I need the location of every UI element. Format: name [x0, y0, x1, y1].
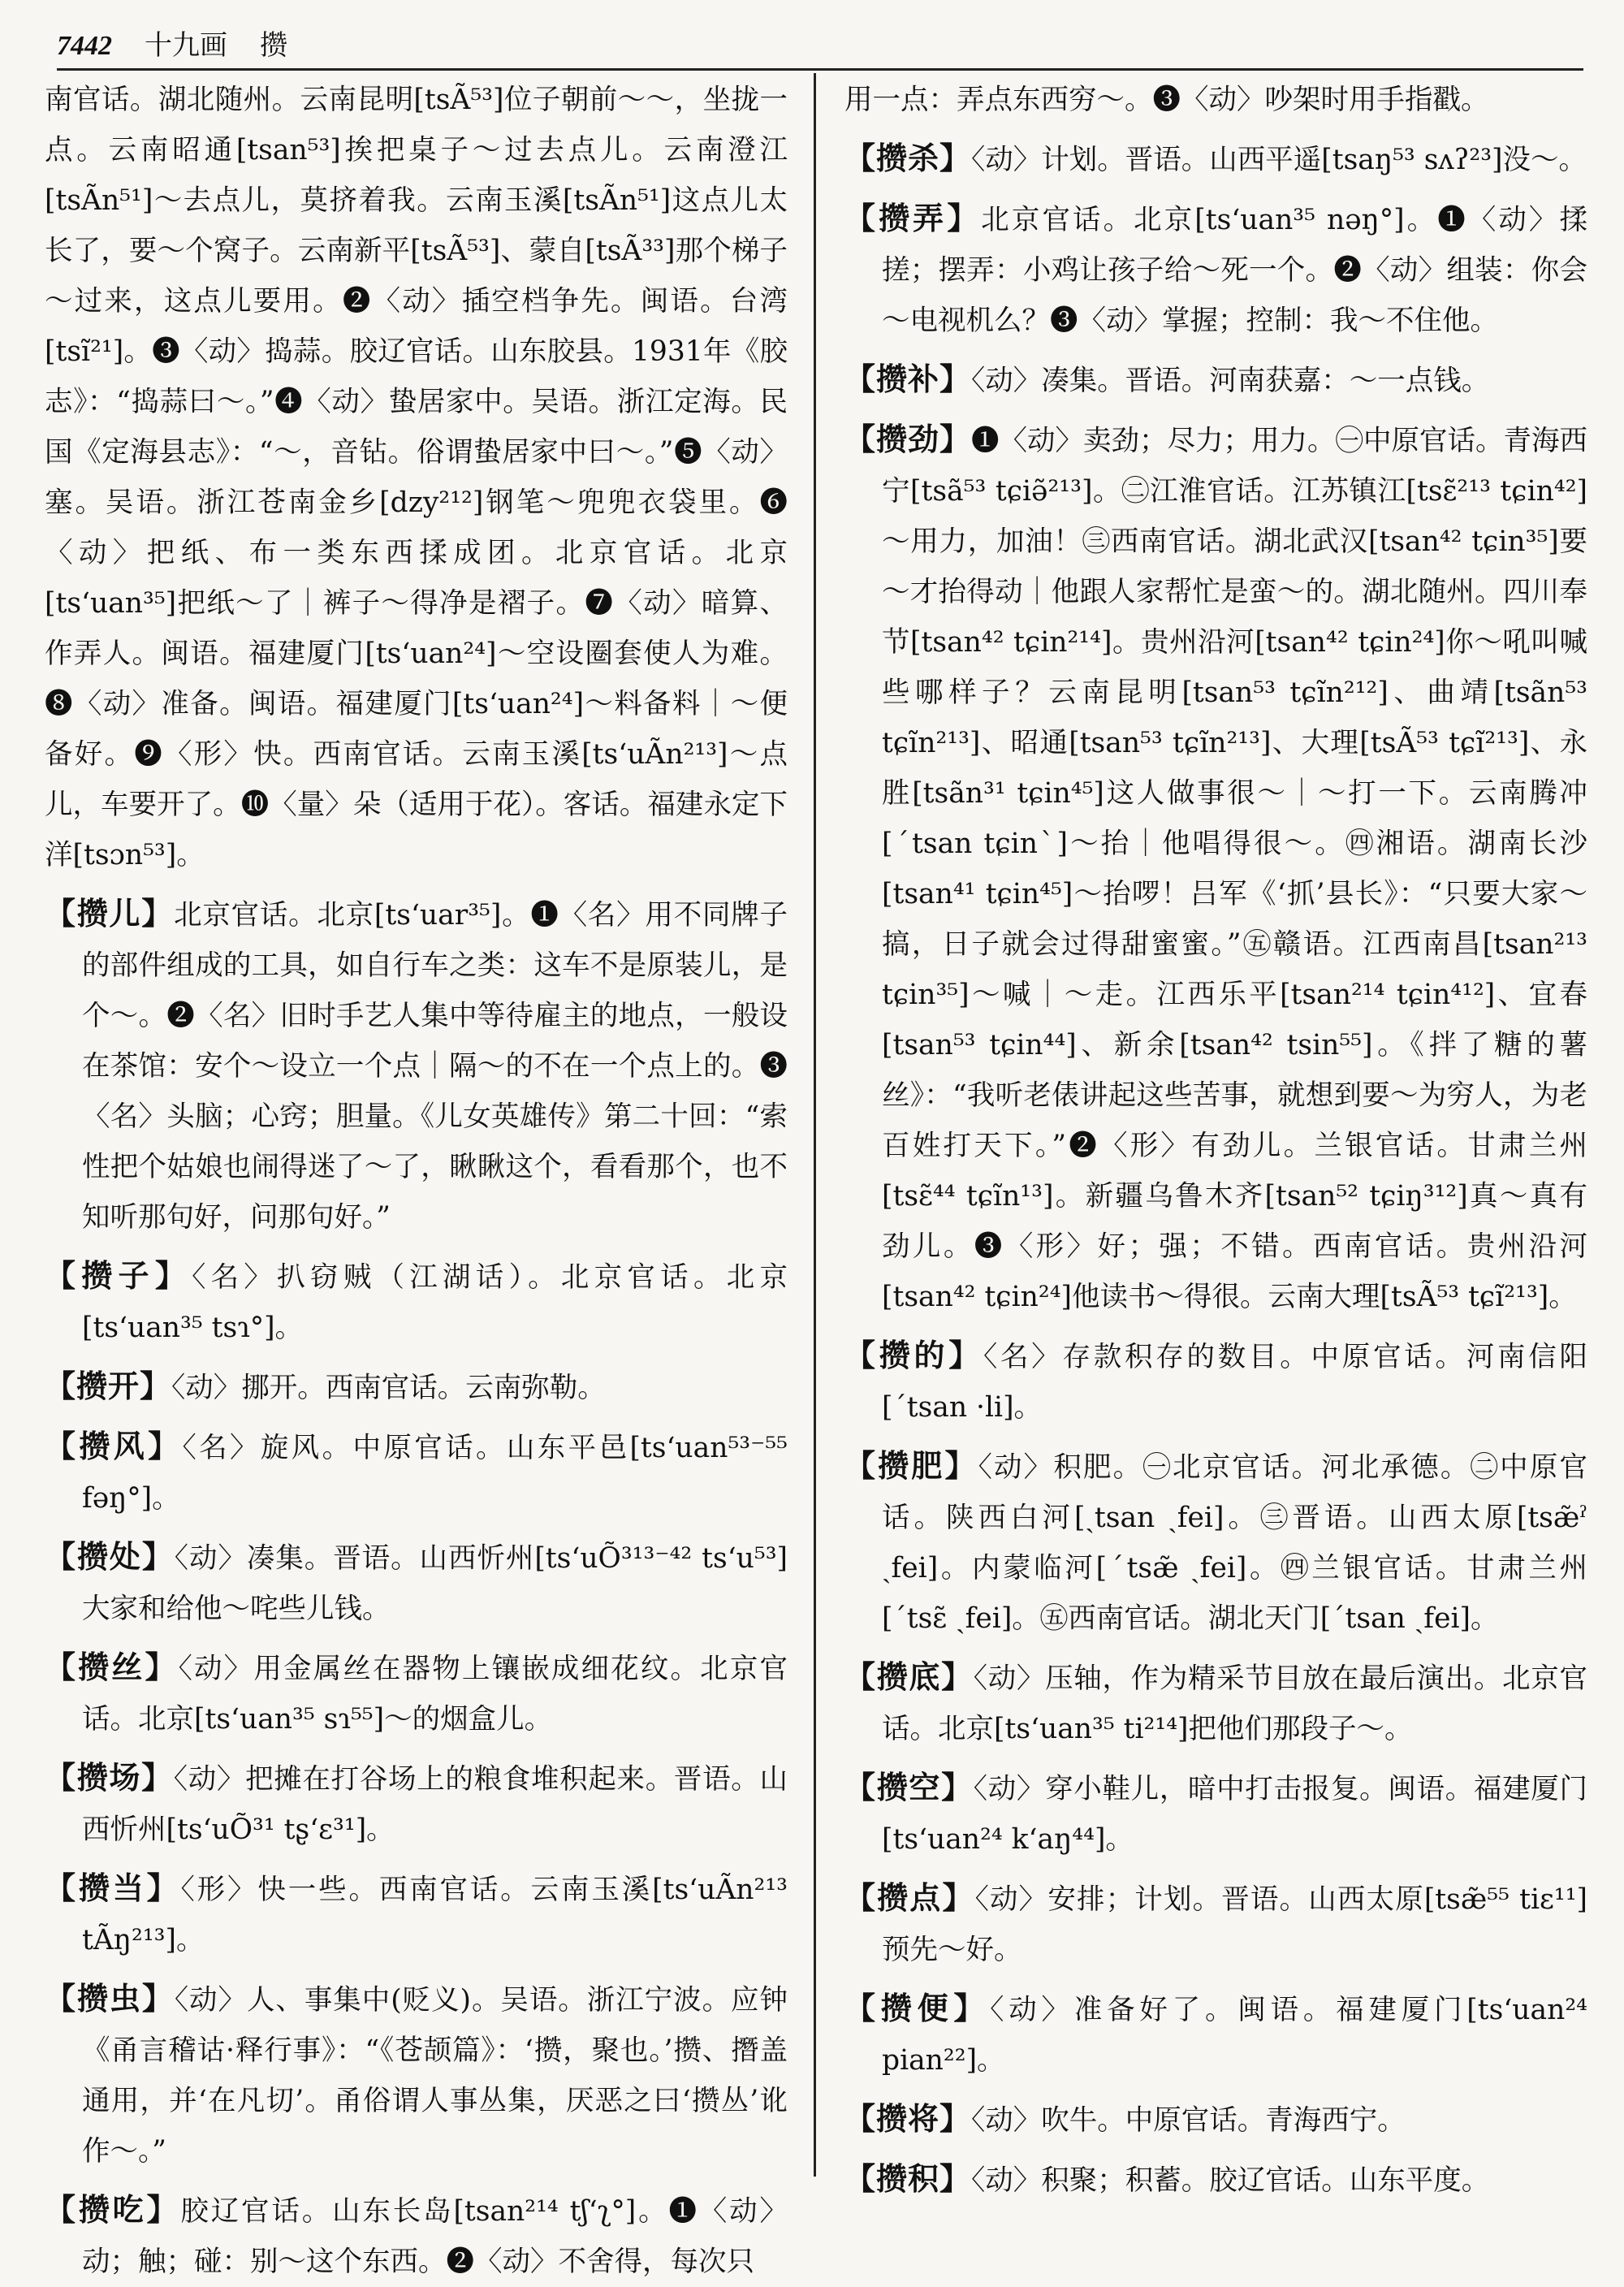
entry-headword: 【攒点】 [844, 1879, 975, 1916]
entry-headword: 【攒积】 [844, 2160, 972, 2197]
column-divider [814, 73, 816, 2177]
entry-headword: 【攒虫】 [45, 1980, 175, 2017]
entry-definition: 〈动〉吹牛。中原官话。青海西宁。 [971, 2104, 1406, 2137]
dictionary-entry [45, 1361, 788, 1413]
entry-definition: 〈名〉旋风。中原官话。山东平邑[ts‘uan⁵³⁻⁵⁵ fəŋ°]。 [82, 1432, 788, 1515]
dictionary-entry [45, 1642, 788, 1744]
dictionary-entry [844, 2094, 1587, 2146]
dictionary-entry [844, 1652, 1587, 1754]
page-header [57, 23, 1583, 71]
entry-definition: 〈动〉积肥。㊀北京官话。河北承德。㊁中原官话。陕西白河[ˏtsan ˏfei]。㊂晋语。山西太原[tsæ̃ˀ ˏfei]。内蒙临河[ˊtsæ̃ ˏfei]。㊃兰银官话。甘肃兰州[ˊtsɛ̃ ˏfei]。㊄西南官话。湖北天门[ˊtsan ˏfei]。 [882, 1451, 1587, 1635]
entry-definition: 南官话。湖北随州。云南昆明[tsÃ⁵³]位子朝前～～，坐拢一点。云南昭通[tsan⁵³]挨把桌子～过去点儿。云南澄江[tsÃn⁵¹]～去点儿，莫挤着我。云南玉溪[tsÃn⁵¹]这点儿太长了，要～个窝子。云南新平[tsÃ⁵³]、蒙自[tsÃ³³]那个梯子～过来，这点儿要用。❷〈动〉插空档争先。闽语。台湾[tsĩ²¹]。❸〈动〉捣蒜。胶辽官话。山东胶县。1931年《胶志》：“捣蒜曰～。”❹〈动〉蛰居家中。吴语。浙江定海。民国《定海县志》：“～，音钻。俗谓蛰居家中曰～。”❺〈动〉塞。吴语。浙江苍南金乡[dzy²¹²]钢笔～兜兜衣袋里。❻〈动〉把纸、布一类东西揉成团。北京官话。北京[ts‘uan³⁵]把纸～了｜裤子～得净是褶子。❼〈动〉暗算、作弄人。闽语。福建厦门[ts‘uan²⁴]～空设圈套使人为难。❽〈动〉准备。闽语。福建厦门[ts‘uan²⁴]～料备料｜～便备好。❾〈形〉快。西南官话。云南玉溪[ts‘uÃn²¹³]～点儿，车要开了。❿〈量〉朵（适用于花）。客话。福建永定下洋[tsɔn⁵³]。 [45, 84, 788, 871]
entry-headword: 【攒当】 [45, 1870, 181, 1906]
entry-headword: 【攒将】 [844, 2100, 972, 2137]
entry-definition: 〈动〉凑集。晋语。河南获嘉：～一点钱。 [971, 365, 1490, 397]
entry-definition: 〈动〉人、事集中(贬义)。吴语。浙江宁波。应钟《甬言稽诂·释行事》：“《苍颉篇》：‘攒，聚也。’攒、撍盖通用，并‘在凡切’。甬俗谓人事丛集，厌恶之曰‘攒丛’讹作～。” [82, 1984, 788, 2168]
entry-headword: 【攒风】 [45, 1428, 183, 1464]
dictionary-entry [45, 2185, 788, 2287]
entry-headword: 【攒肥】 [844, 1447, 978, 1484]
dictionary-entry [844, 1762, 1587, 1865]
dictionary-entry [844, 75, 1587, 125]
entry-headword: 【攒丝】 [45, 1649, 179, 1685]
entry-definition: 北京官话。北京[ts‘uan³⁵ nəŋ°]。❶〈动〉揉搓；摆弄：小鸡让孩子给～死一个。❷〈动〉组装：你会～电视机么？❸〈动〉掌握；控制：我～不住他。 [882, 204, 1587, 337]
entry-definition: ❶〈动〉卖劲；尽力；用力。㊀中原官话。青海西宁[tsã⁵³ tɕiə̃²¹³]。㊁江淮官话。江苏镇江[tsɛ̃²¹³ tɕin⁴²]～用力，加油！㊂西南官话。湖北武汉[tsan⁴² tɕin³⁵]要～才抬得动｜他跟人家帮忙是蛮～的。湖北随州。四川奉节[tsan⁴² tɕin²¹⁴]。贵州沿河[tsan⁴² tɕin²⁴]你～吼叫喊些哪样子？云南昆明[tsan⁵³ tɕĩn²¹²]、曲靖[tsãn⁵³ tɕĩn²¹³]、昭通[tsan⁵³ tɕĩn²¹³]、大理[tsÃ⁵³ tɕĩ²¹³]、永胜[tsãn³¹ tɕin⁴⁵]这人做事很～｜～打一下。云南腾冲[ˊtsan tɕinˋ]～抬｜他唱得很～。㊃湘语。湖南长沙[tsan⁴¹ tɕin⁴⁵]～抬啰！吕军《‘抓’县长》：“只要大家～搞，日子就会过得甜蜜蜜。”㊄赣语。江西南昌[tsan²¹³ tɕin³⁵]～喊｜～走。江西乐平[tsan²¹⁴ tɕin⁴¹²]、宜春[tsan⁵³ tɕin⁴⁴]、新余[tsan⁴² tsin⁵⁵]。《拌了糖的薯丝》：“我听老俵讲起这些苦事，就想到要～为穷人，为老百姓打天下。”❷〈形〉有劲儿。兰银官话。甘肃兰州[tsɛ̃⁴⁴ tɕĩn¹³]。新疆乌鲁木齐[tsan⁵² tɕiŋ³¹²]真～真有劲儿。❸〈形〉好；强；不错。西南官话。贵州沿河[tsan⁴² tɕin²⁴]他读书～得很。云南大理[tsÃ⁵³ tɕĩ²¹³]。 [882, 425, 1588, 1313]
dictionary-entry [45, 888, 788, 1243]
section-label: 十九画 [145, 29, 227, 62]
left-column [45, 75, 788, 2278]
entry-headword: 【攒场】 [45, 1759, 174, 1796]
dictionary-entry [844, 193, 1587, 346]
entry-headword: 【攒空】 [844, 1769, 974, 1805]
entry-headword: 【攒底】 [844, 1658, 974, 1695]
entry-definition: 胶辽官话。山东长岛[tsan²¹⁴ tʃ‘ʅ°]。❶〈动〉动；触；碰：别～这个东西。❷〈动〉不舍得，每次只 [82, 2195, 788, 2278]
dictionary-entry [844, 1873, 1587, 1975]
dictionary-entry [844, 1330, 1587, 1433]
dictionary-entry [844, 354, 1587, 406]
entry-headword: 【攒弄】 [844, 200, 982, 236]
entry-definition: 〈动〉挪开。西南官话。云南弥勒。 [171, 1372, 606, 1404]
entry-headword: 【攒补】 [844, 361, 972, 397]
entry-headword: 【攒杀】 [844, 140, 972, 176]
dictionary-entry [45, 1974, 788, 2177]
entry-definition: 〈动〉准备好了。闽语。福建厦门[ts‘uan²⁴ pian²²]。 [882, 1994, 1587, 2077]
entry-headword: 【攒处】 [45, 1538, 175, 1575]
dictionary-entry [844, 1983, 1587, 2086]
entry-definition: 〈动〉把摊在打谷场上的粮食堆积起来。晋语。山西忻州[ts‘uÕ³¹ tʂ‘ɛ³¹]。 [82, 1763, 788, 1846]
entry-headword: 【攒劲】 [844, 421, 972, 457]
entry-headword: 【攒子】 [45, 1257, 192, 1294]
page-number: 7442 [57, 31, 112, 61]
entry-definition: 用一点：弄点东西穷～。❸〈动〉吵架时用手指戳。 [844, 84, 1489, 116]
entry-definition: 〈名〉存款积存的数目。中原官话。河南信阳[ˊtsan ·li]。 [882, 1341, 1587, 1424]
entry-definition: 〈动〉用金属丝在器物上镶嵌成细花纹。北京官话。北京[ts‘uan³⁵ sɿ⁵⁵]～的烟盒儿。 [82, 1653, 788, 1736]
entry-definition: 〈动〉穿小鞋儿，暗中打击报复。闽语。福建厦门[ts‘uan²⁴ k‘aŋ⁴⁴]。 [882, 1773, 1587, 1856]
entry-definition: 〈动〉积聚；积蓄。胶辽官话。山东平度。 [971, 2164, 1490, 2197]
entry-definition: 〈名〉扒窃贼（江湖话）。北京官话。北京[ts‘uan³⁵ tsɿ°]。 [82, 1261, 788, 1344]
right-column [844, 75, 1588, 2197]
entry-headword: 【攒便】 [844, 1990, 991, 2026]
header-rule [57, 68, 1583, 71]
dictionary-entry [45, 1753, 788, 1855]
dictionary-entry [45, 1532, 788, 1634]
entry-definition: 〈动〉计划。晋语。山西平遥[tsaŋ⁵³ sʌʔ²³]没～。 [971, 144, 1587, 176]
dictionary-entry [844, 1441, 1587, 1644]
dictionary-entry [45, 1421, 788, 1524]
entry-headword: 【攒开】 [45, 1368, 172, 1404]
dictionary-entry [844, 2154, 1587, 2206]
dictionary-entry [844, 133, 1587, 185]
dictionary-entry [45, 1251, 788, 1353]
entry-definition: 〈动〉凑集。晋语。山西忻州[ts‘uÕ³¹³⁻⁴² ts‘u⁵³]大家和给他～咤些儿钱。 [82, 1542, 788, 1625]
entry-definition: 〈形〉快一些。西南官话。云南玉溪[ts‘uÃn²¹³ tÃŋ²¹³]。 [82, 1874, 788, 1956]
dictionary-entry [844, 414, 1587, 1322]
section-char: 攒 [260, 29, 287, 62]
entry-definition: 北京官话。北京[ts‘uar³⁵]。❶〈名〉用不同牌子的部件组成的工具，如自行车之类：这车不是原装儿，是个～。❷〈名〉旧时手艺人集中等待雇主的地点，一般设在茶馆：安个～设立一个点｜隔～的不在一个点上的。❸〈名〉头脑；心窍；胆量。《儿女英雄传》第二十回：“索性把个姑娘也闹得迷了～了，瞅瞅这个，看看那个，也不知听那句好，问那句好。” [82, 899, 788, 1234]
entry-headword: 【攒儿】 [45, 895, 175, 932]
dictionary-entry [45, 1863, 788, 1965]
entry-headword: 【攒吃】 [45, 2191, 181, 2228]
entry-definition: 〈动〉安排；计划。晋语。山西太原[tsæ̃⁵⁵ tiɛ¹¹]预先～好。 [882, 1883, 1587, 1966]
entry-headword: 【攒的】 [844, 1337, 983, 1373]
entry-definition: 〈动〉压轴，作为精采节目放在最后演出。北京官话。北京[ts‘uan³⁵ ti²¹⁴]把他们那段子～。 [882, 1662, 1587, 1745]
dictionary-entry [45, 75, 788, 880]
